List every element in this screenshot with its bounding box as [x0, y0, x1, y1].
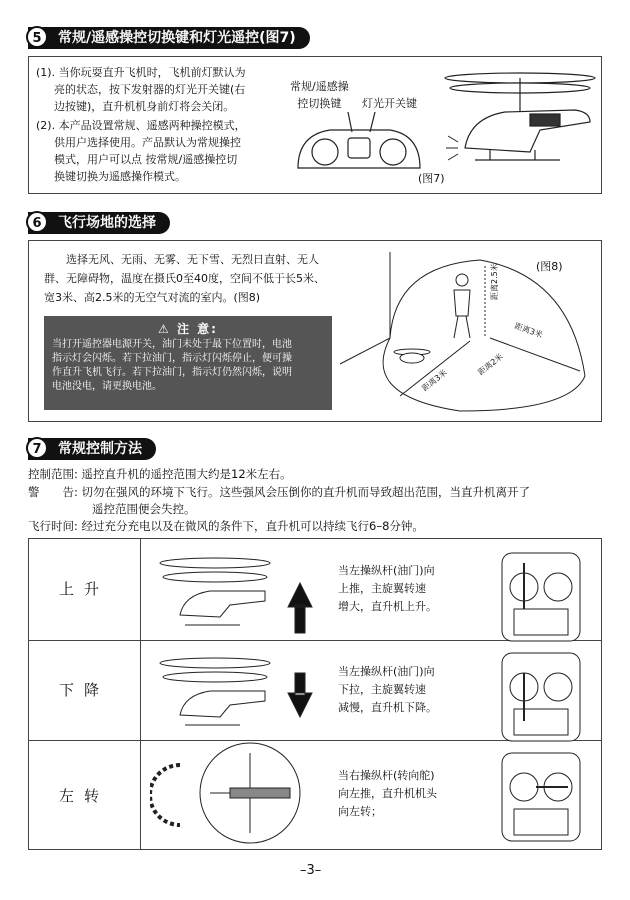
- row-desc-up: 当左操纵杆(油门)向 上推，主旋翼转速 增大，直升机上升。: [338, 564, 437, 613]
- section6-number: 6: [26, 211, 48, 233]
- section6-title: 飞行场地的选择: [58, 215, 156, 231]
- section5-number: 5: [26, 26, 48, 48]
- page-number: –3–: [300, 863, 322, 878]
- section5-para1: (1). 当你玩耍直升飞机时，飞机前灯默认为 亮的状态，按下发射器的灯光开关键(右 边按键)，直升机机身前灯将会关闭。: [36, 66, 246, 113]
- warning-line: 警 告: 切勿在强风的环境下飞行。这些强风会压倒你的直升机而导致超出范围，当直升机离开了: [28, 485, 531, 499]
- person-icon: [454, 274, 470, 338]
- section5-header: [28, 27, 310, 49]
- row-label-left: 左转: [58, 787, 109, 805]
- arrow-up-icon: [288, 583, 312, 633]
- transmitter-icon: [298, 112, 420, 168]
- section7-title: 常规控制方法: [58, 441, 142, 457]
- row-desc-left: 当右操纵杆(转向舵) 向左推，直升机机头 向左转；: [338, 769, 437, 818]
- warning-text: 当打开遥控器电源开关，油门未处于最下位置时，电池 指示灯会闪烁。若下拉油门，指示灯闪烁停止，便可操 作直升飞机飞行。若下拉油门，指示灯仍然闪烁，说明 电池没电，请更换电池。: [52, 339, 292, 392]
- figure8-caption: (图8): [536, 260, 563, 273]
- section5-title: 常规/遥感操控切换键和灯光遥控(图7): [58, 30, 296, 46]
- helicopter-top-view-icon: [200, 743, 300, 843]
- figure7-illustration: [290, 60, 600, 190]
- rotate-left-icon: [150, 765, 180, 825]
- section5-para2: (2). 本产品设置常规、遥感两种操控模式， 供用户选择使用。产品默认为常规操控 模式，用户可以点 按常规/遥感操控切 换键切换为遥感操作模式。: [36, 119, 246, 183]
- row-label-down: 下降: [58, 681, 109, 699]
- headlight-icon: [446, 136, 458, 160]
- transmitter-up-icon: [502, 553, 580, 641]
- warning-box: [44, 316, 332, 410]
- warning-line2: 遥控范围便会失控。: [92, 502, 196, 516]
- warning-title: ⚠ 注 意:: [158, 322, 218, 336]
- dim-width-label: 距离3米: [513, 321, 544, 340]
- section6-text: 选择无风、无雨、无雾、无下雪、无烈日直射、无人 群、无障碍物，温度在摄氏0至40度，空间不低于长5米、 宽3米、高2.5米的无空气对流的室内。(图8): [44, 253, 325, 304]
- dim-depth2-label: 距离2米: [476, 351, 505, 378]
- section7-number: 7: [26, 437, 48, 459]
- section6-header: [28, 212, 170, 234]
- switch-key-label: 常规/遥感操 控切换键: [290, 80, 349, 110]
- helicopter-up-icon: [160, 558, 270, 625]
- light-key-label: 灯光开关键: [362, 97, 417, 110]
- transmitter-left-icon: [502, 753, 580, 841]
- arrow-down-icon: [288, 673, 312, 717]
- mini-helicopter-icon: [394, 349, 430, 363]
- dim-height-label: 距离2.5米: [490, 263, 499, 300]
- transmitter-down-icon: [502, 653, 580, 741]
- row-desc-down: 当左操纵杆(油门)向 下拉，主旋翼转速 减慢，直升机下降。: [338, 665, 437, 714]
- helicopter-down-icon: [160, 658, 270, 725]
- table-illustrations: [150, 545, 600, 845]
- helicopter-icon: [445, 73, 595, 160]
- row-label-up: 上升: [58, 580, 109, 598]
- section7-header: [28, 438, 156, 460]
- control-range: 控制范围: 遥控直升机的遥控范围大约是12米左右。: [28, 467, 292, 481]
- flight-time: 飞行时间: 经过充分充电以及在微风的条件下，直升机可以持续飞行6–8分钟。: [28, 519, 424, 533]
- figure7-caption: (图7): [418, 172, 445, 185]
- dim-depth1-label: 距离3米: [420, 367, 449, 394]
